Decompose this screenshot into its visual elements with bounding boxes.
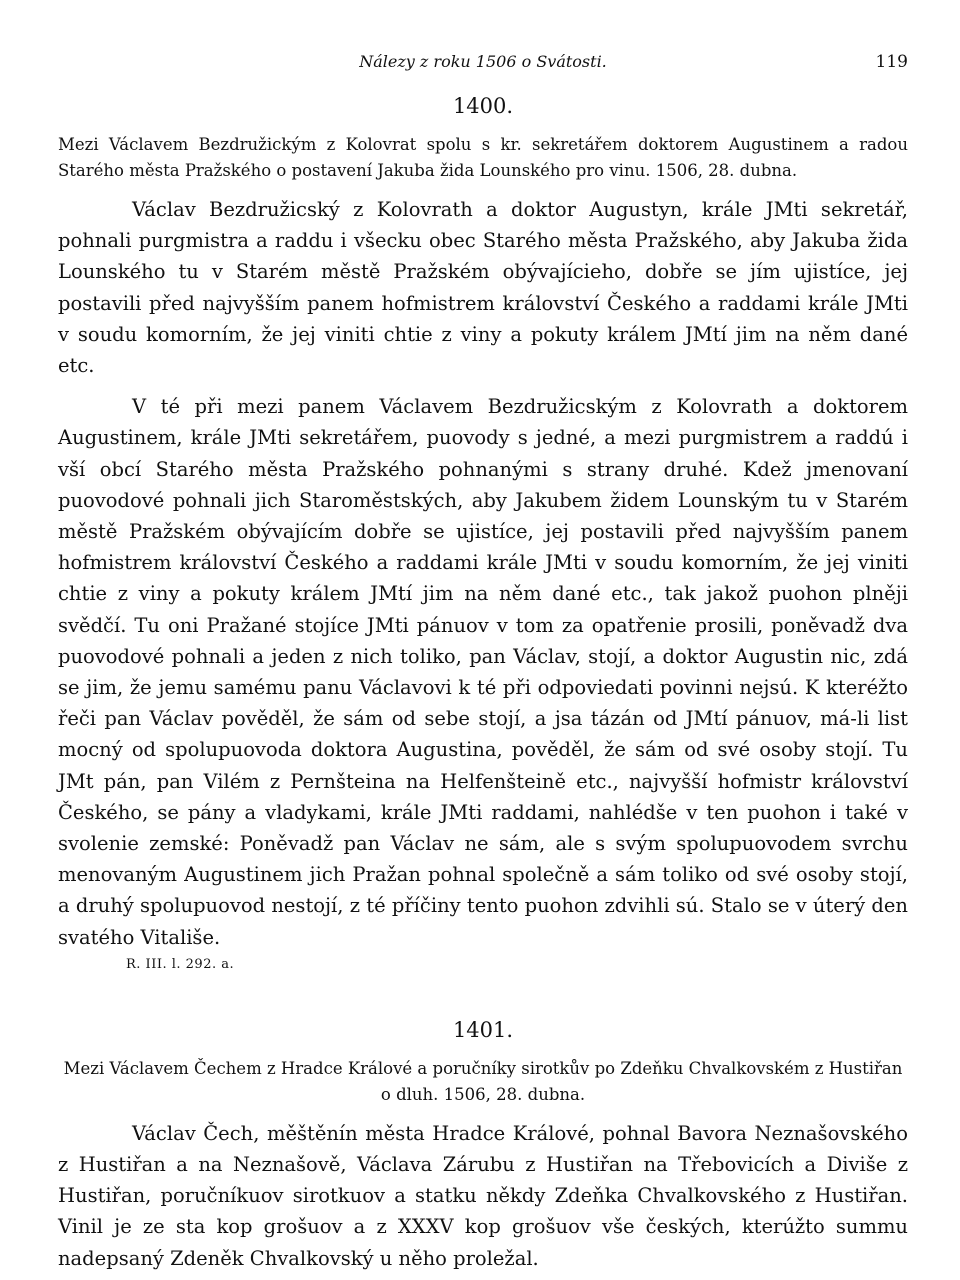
body-paragraph: Václav Čech, měštěnín města Hradce Králové, pohnal Bavora Neznašovského z Hustiřan a na Neznašově, Václava Zárubu z Hustiřan na Třebovicích a Diviše z Hustiřan, poručníkuov sirotkuov a statku někdy Zdeňka Chvalkovského z Hustiřan. Vinil je ze sta kop grošuov a z XXXV kop grošuov vše českých, kterúžto summu nadepsaný Zdeněk Chvalkovský u něho proležal.: [58, 1121, 908, 1270]
document-1401: [58, 1018, 908, 1274]
document-page: [58, 44, 908, 1274]
document-summary: Mezi Václavem Bezdružickým z Kolovrat spolu s kr. sekretářem doktorem Augustinem a radou Starého města Pražského o postavení Jakuba žida Lounského pro vinu. 1506, 28. dubna.: [58, 135, 908, 180]
page-header: [58, 44, 908, 84]
document-number: 1400.: [452, 94, 514, 118]
running-title: Nálezy z roku 1506 o Svátosti.: [359, 52, 607, 71]
page-number: 119: [875, 52, 908, 72]
document-number: 1401.: [452, 1017, 514, 1042]
source-reference: R. III. l. 292. a.: [126, 956, 235, 972]
document-1400: [58, 94, 908, 972]
document-summary: Mezi Václavem Čechem z Hradce Králové a poručníky sirotkův po Zdeňku Chvalkovském z Hustiřan o dluh. 1506, 28. dubna.: [63, 1058, 903, 1104]
body-paragraph: Václav Bezdružicský z Kolovrath a doktor Augustyn, krále JMti sekretář, pohnali purgmistra a raddu i všecku obec Starého města Pražského, aby Jakuba žida Lounského tu v Starém městě Pražském obývajícieho, dobře se jím ujistíce, jej postavili před najvyšším panem hofmistrem království Českého a raddami krále JMti v soudu komorním, že jej viniti chtie z viny a pokuty králem JMtí jim na něm dané etc.: [58, 198, 908, 378]
body-paragraph: V té při mezi panem Václavem Bezdružicským z Kolovrath a doktorem Augustinem, krále JMti sekretářem, puovody s jedné, a mezi purgmistrem a raddú i vší obcí Starého města Pražského pohnanými s strany druhé. Kdež jmenovaní puovodové pohnali jich Staroměstských, aby Jakubem židem Lounským tu v Starém městě Pražském obývajícím dobře se ujistíce, jej postavili před najvyšším panem hofmistrem království Českého a raddami krále JMti v soudu komorním, že jej viniti chtie z viny a pokuty králem JMtí jim na něm dané etc., tak jakož puohon plněji svědčí. Tu oni Pražané stojíce JMti pánuov v tom za opatřenie prosili, poněvadž dva puovodové pohnali a jeden z nich toliko, pan Václav, stojí, a doktor Augustin nic, zdá se jim, že jemu samému panu Václavovi k té při odpoviedati povinni nejsú. K kteréžto řeči pan Václav pověděl, že sám od sebe stojí, a jsa tázán od JMtí pánuov, má-li list mocný od spolupuovoda doktora Augustina, pověděl, že sám od své osoby stojí. Tu JMt pán, pan Vilém z Pernšteina na Helfenšteině etc., najvyšší hofmistr království Českého, se pány a vladykami, krále JMti raddami, nahlédše v ten puohon i také v svolenie zemské: Poněvadž pan Václav ne sám, ale s svým spolupuovodem svrchu menovaným Augustinem jich Pražan pohnal společně a sám toliko od své osoby stojí, a druhý spolupuovod nestojí, z té příčiny tento puohon zdvihli sú. Stalo se v úterý den svatého Vitališe.: [58, 395, 908, 949]
